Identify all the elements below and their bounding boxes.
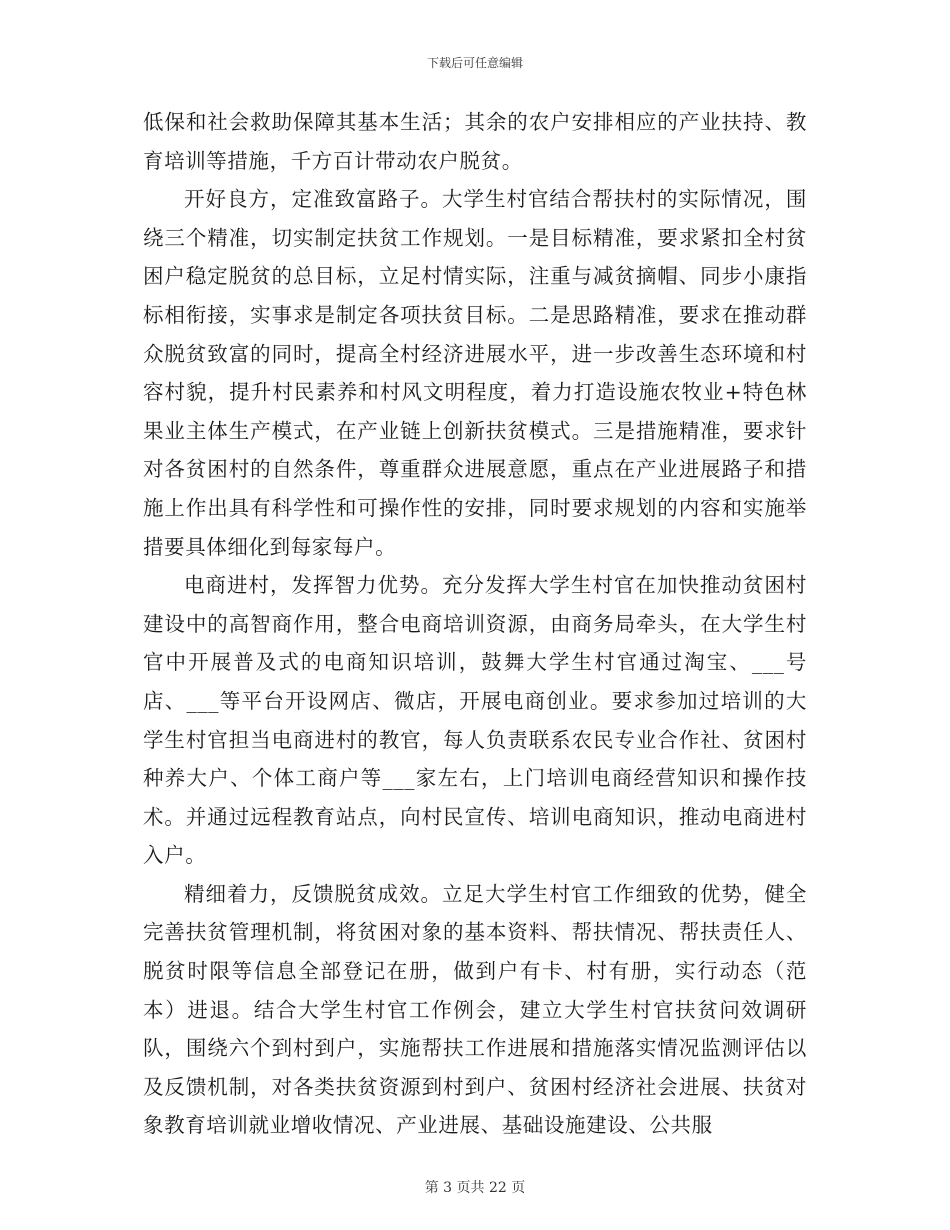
document-body bbox=[143, 103, 807, 1145]
paragraph-planning: 开好良方，定准致富路子。大学生村官结合帮扶村的实际情况，围绕三个精准，切实制定扶贫工作规划。一是目标精准，要求紧扣全村贫困户稳定脱贫的总目标，立足村情实际，注重与减贫摘帽、同步小康指标相衔接，实事求是制定各项扶贫目标。二是思路精准，要求在推动群众脱贫致富的同时，提高全村经济进展水平，进一步改善生态环境和村容村貌，提升村民素养和村风文明程度，着力打造设施农牧业+特色林果业主体生产模式，在产业链上创新扶贫模式。三是措施精准，要求针对各贫困村的自然条件，尊重群众进展意愿，重点在产业进展路子和措施上作出具有科学性和可操作性的安排，同时要求规划的内容和实施举措要具体细化到每家每户。 bbox=[143, 187, 807, 559]
page-number: 第 3 页共 22 页 bbox=[424, 1180, 526, 1196]
paragraph-continuation: 低保和社会救助保障其基本生活；其余的农户安排相应的产业扶持、教育培训等措施，千方百计带动农户脱贫。 bbox=[143, 110, 807, 173]
paragraph-ecommerce: 电商进村，发挥智力优势。充分发挥大学生村官在加快推动贫困村建设中的高智商作用，整合电商培训资源，由商务局牵头，在大学生村官中开展普及式的电商知识培训，鼓舞大学生村官通过淘宝、___号店、___等平台开设网店、微店，开展电商创业。要求参加过培训的大学生村官担当电商进村的教官，每人负责联系农民专业合作社、贫困村种养大户、个体工商户等___家左右，上门培训电商经营知识和操作技术。并通过远程教育站点，向村民宣传、培训电商知识，推动电商进村入户。 bbox=[143, 573, 807, 868]
page-header: 下载后可任意编辑 bbox=[426, 56, 523, 70]
paragraph-feedback: 精细着力，反馈脱贫成效。立足大学生村官工作细致的优势，健全完善扶贫管理机制，将贫困对象的基本资料、帮扶情况、帮扶责任人、脱贫时限等信息全部登记在册，做到户有卡、村有册，实行动态（范本）进退。结合大学生村官工作例会，建立大学生村官扶贫问效调研队，围绕六个到村到户，实施帮扶工作进展和措施落实情况监测评估以及反馈机制，对各类扶贫资源到村到户、贫困村经济社会进展、扶贫对象教育培训就业增收情况、产业进展、基础设施建设、公共服 bbox=[143, 881, 807, 1138]
